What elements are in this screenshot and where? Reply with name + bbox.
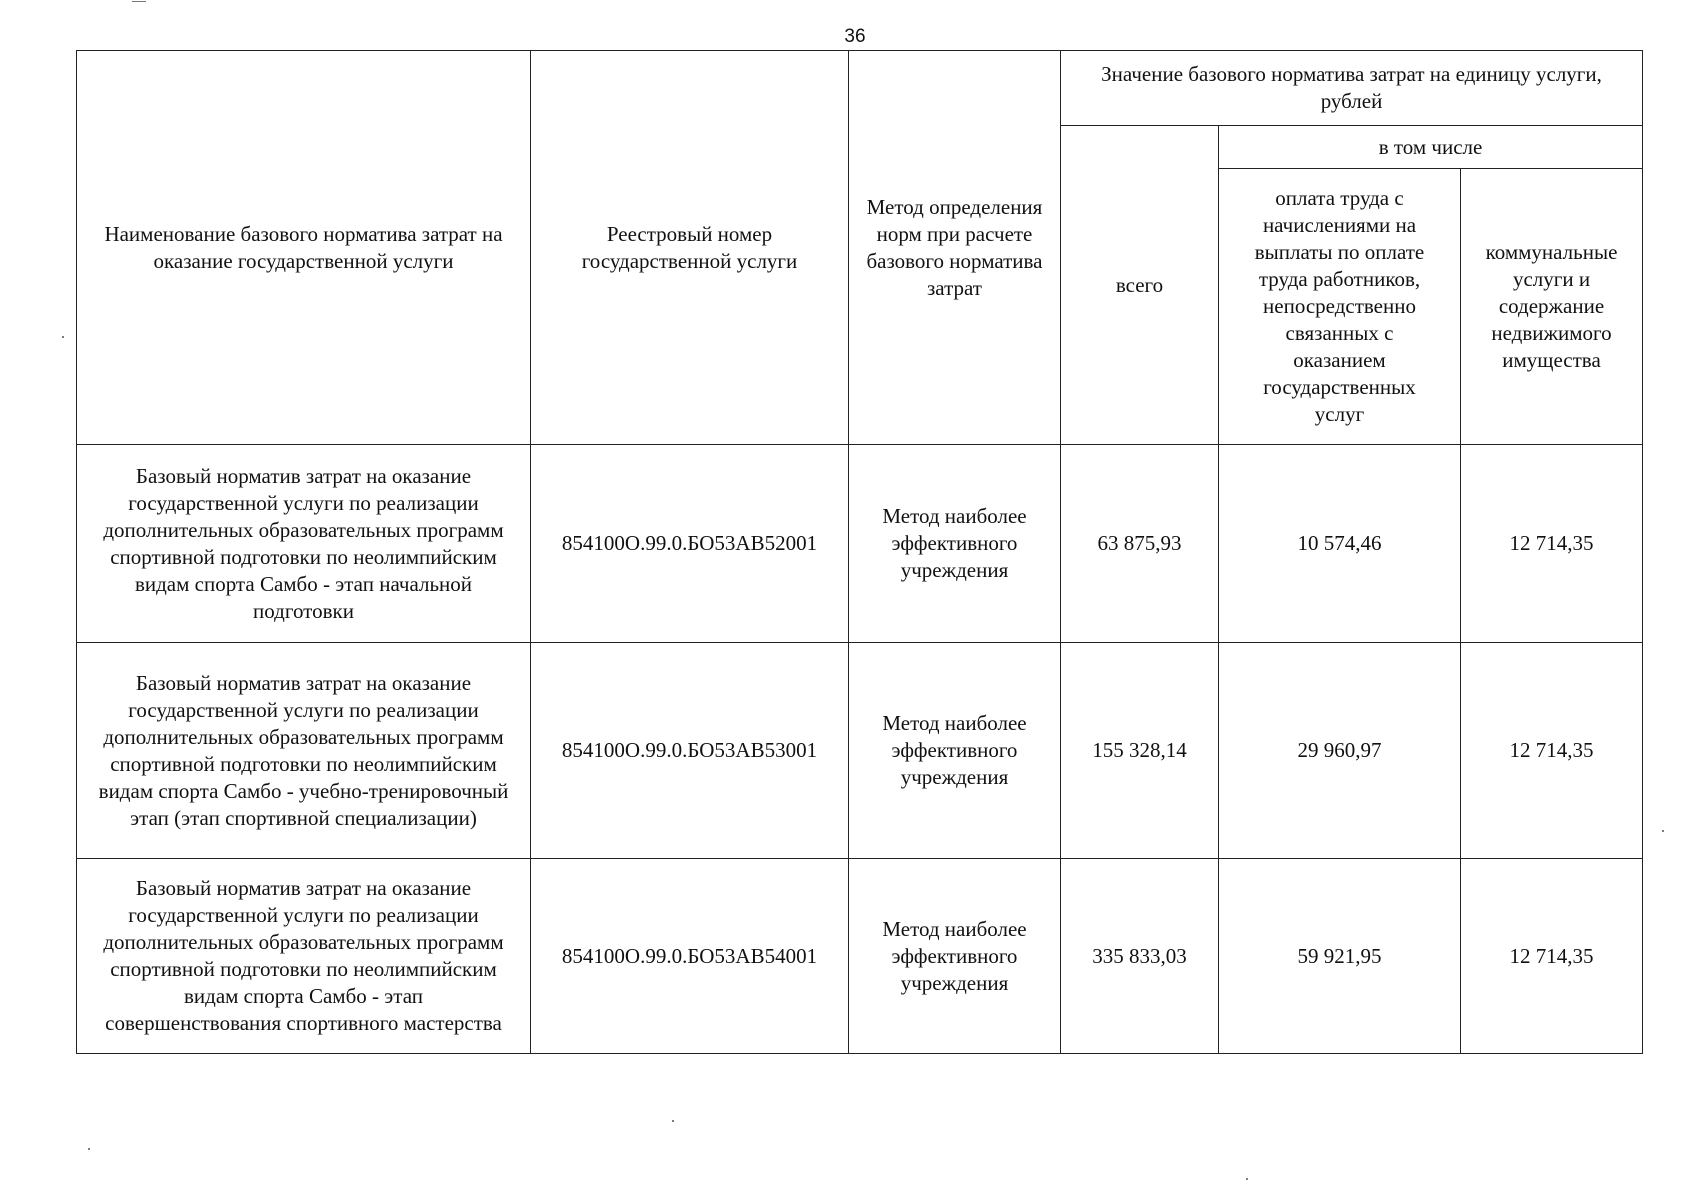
cell-name: Базовый норматив затрат на оказание государственной услуги по реализации дополнительных образовательных программ спортивной подготовки по неолимпийским видам спорта Самбо - этап совершенствования спортивного мастерства [77, 859, 531, 1054]
header-name: Наименование базового норматива затрат на оказание государственной услуги [77, 51, 531, 445]
cell-utilities: 12 714,35 [1461, 445, 1643, 643]
cell-name: Базовый норматив затрат на оказание государственной услуги по реализации дополнительных образовательных программ спортивной подготовки по неолимпийским видам спорта Самбо - учебно-тренировочный этап (этап спортивной специализации) [77, 643, 531, 859]
cell-labor: 59 921,95 [1219, 859, 1461, 1054]
header-value-group: Значение базового норматива затрат на единицу услуги, рублей [1061, 51, 1643, 126]
cell-registry-number: 854100О.99.0.БО53АВ53001 [531, 643, 849, 859]
cell-total: 155 328,14 [1061, 643, 1219, 859]
header-row-1 [77, 51, 1643, 126]
header-method: Метод определения норм при расчете базового норматива затрат [849, 51, 1061, 445]
cell-total: 335 833,03 [1061, 859, 1219, 1054]
cell-method: Метод наиболее эффективного учреждения [849, 445, 1061, 643]
cell-labor: 10 574,46 [1219, 445, 1461, 643]
table-row [77, 859, 1643, 1054]
scan-speck [1246, 1178, 1248, 1180]
header-utilities: коммунальные услуги и содержание недвижимого имущества [1461, 169, 1643, 445]
header-including: в том числе [1219, 126, 1643, 169]
scan-speck [88, 1148, 90, 1150]
table-row [77, 643, 1643, 859]
cell-method: Метод наиболее эффективного учреждения [849, 859, 1061, 1054]
scan-speck [62, 336, 64, 338]
cell-registry-number: 854100О.99.0.БО53АВ54001 [531, 859, 849, 1054]
table-row [77, 445, 1643, 643]
header-registry-number: Реестровый номер государственной услуги [531, 51, 849, 445]
cell-name: Базовый норматив затрат на оказание государственной услуги по реализации дополнительных образовательных программ спортивной подготовки по неолимпийским видам спорта Самбо - этап начальной подготовки [77, 445, 531, 643]
cost-norm-table [76, 50, 1643, 1054]
scan-speck [1662, 830, 1664, 832]
cell-total: 63 875,93 [1061, 445, 1219, 643]
cell-utilities: 12 714,35 [1461, 859, 1643, 1054]
scan-mark [132, 1, 146, 2]
cell-labor: 29 960,97 [1219, 643, 1461, 859]
page-number: 36 [844, 26, 866, 47]
cell-utilities: 12 714,35 [1461, 643, 1643, 859]
cell-registry-number: 854100О.99.0.БО53АВ52001 [531, 445, 849, 643]
header-total: всего [1061, 126, 1219, 445]
header-labor: оплата труда с начислениями на выплаты по оплате труда работников, непосредственно связанных с оказанием государственных услуг [1219, 169, 1461, 445]
scan-speck [672, 1120, 674, 1122]
cell-method: Метод наиболее эффективного учреждения [849, 643, 1061, 859]
